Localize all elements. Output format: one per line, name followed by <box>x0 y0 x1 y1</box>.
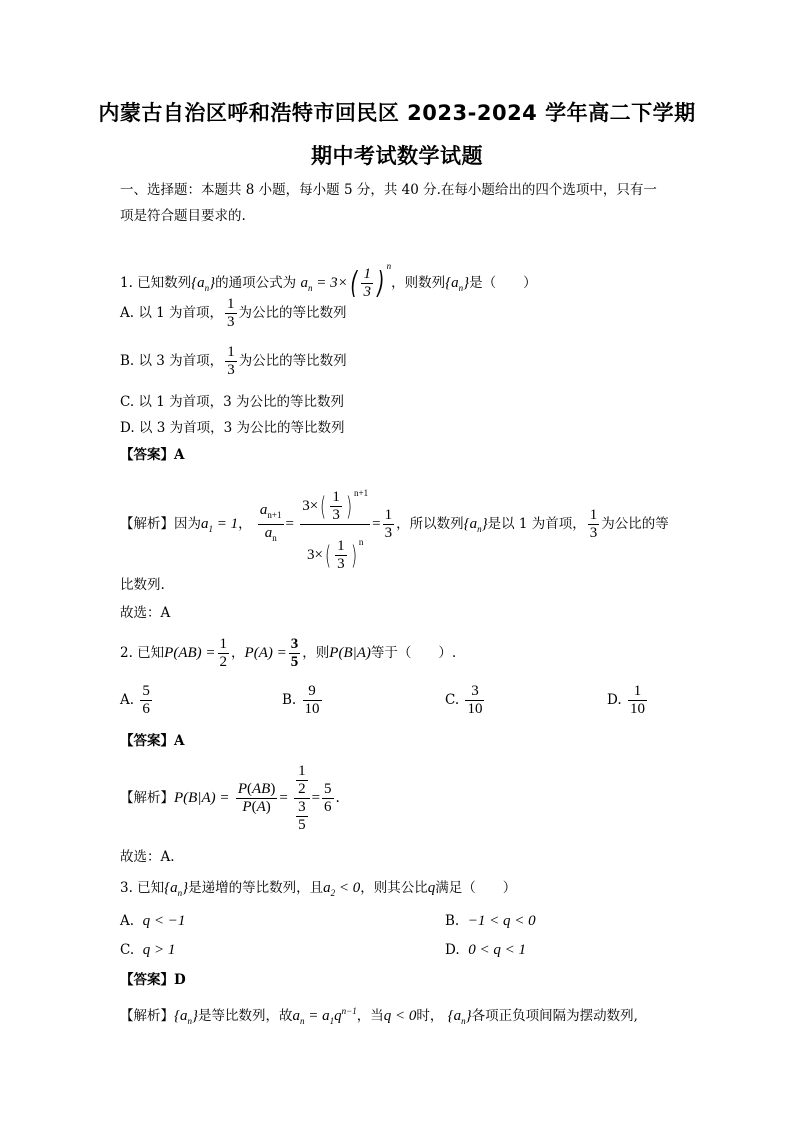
q3-option-b: B. −1 < q < 0 <box>445 913 536 929</box>
q2-option-d: D. $\frac{1}{10}$ <box>607 683 645 717</box>
q2-option-c: C. $\frac{3}{10}$ <box>445 683 483 717</box>
q3-stem: 3. 已知$\{a_n\}$是递增的等比数列，且$a_2 < 0$，则其公比q满足（ ） <box>120 880 517 898</box>
q3-answer: 【答案】D <box>120 972 186 988</box>
q1-mid: 的通项公式为 <box>215 275 297 291</box>
q1-analysis-line2: 比数列. <box>120 577 165 593</box>
q1-answer: 【答案】A <box>120 447 185 463</box>
q3-option-a: A. q < −1 <box>120 913 186 929</box>
q1-option-d: D. 以 3 为首项，3 为公比的等比数列 <box>120 420 345 436</box>
q1-option-a: A. 以 1 为首项， $\frac{1}{3}$ 为公比的等比数列 <box>120 296 347 330</box>
q2-analysis: 【解析】P(B|A) = $\frac{P(AB)}{P(A)}$ = $\frac{\frac{1}{2}}{\frac{3}{5}}$ = $\frac{5}{6}$ . <box>120 763 340 833</box>
section-instructions-2: 项是符合题目要求的. <box>120 208 246 224</box>
q1-prefix: 1. 已知数列 <box>120 275 192 291</box>
q1-stem: 1. 已知数列$\{a_n\}$的通项公式为 $a_n = 3\times$( $\frac{1}{3}$ ) $^n$，则数列$\{a_n\}$是（ ） <box>120 261 537 301</box>
q1-conclusion: 故选：A <box>120 605 171 621</box>
q1-formula: $a_n = 3\times$( $\frac{1}{3}$ ) $^n$ <box>300 261 392 301</box>
title-line-2: 期中考试数学试题 <box>311 144 483 168</box>
title-line-1: 内蒙古自治区呼和浩特市回民区 2023-2024 学年高二下学期 <box>98 101 696 125</box>
q2-conclusion: 故选：A. <box>120 849 175 865</box>
q2-stem: 2. 已知P(AB) = $\frac{1}{2}$ ，P(A) = $\frac{3}{5}$ ，则P(B|A)等于（ ）. <box>120 636 457 670</box>
q1-end: 是（ ） <box>469 275 537 291</box>
q1-option-b: B. 以 3 为首项， $\frac{1}{3}$ 为公比的等比数列 <box>120 344 347 378</box>
q1-option-c: C. 以 1 为首项，3 为公比的等比数列 <box>120 394 344 410</box>
seq-an: $\{a_n\}$ <box>191 275 216 293</box>
q3-analysis: 【解析】$\{a_n\}$是等比数列，故$a_n = a_1q^{n-1}$，当q < 0时， $\{a_n\}$各项正负项间隔为摆动数列, <box>120 1006 638 1026</box>
q1-analysis: 【解析】因为$a_1 = 1$， $\frac{a_{n+1}}{a_n}$ = 3×( $\frac{1}{3}$ ) $^{n+1}$ 3×( $\frac{1}{3}$ ) $^n$ = $\frac{1}{3}$ ，所以数列$\{a_n\}$是以 1 为首项， $\frac{1}{3}$ 为公比的等 <box>120 476 669 566</box>
q3-option-c: C. q > 1 <box>120 942 176 958</box>
q2-option-b: B. $\frac{9}{10}$ <box>282 683 320 717</box>
q3-option-d: D. 0 < q < 1 <box>445 942 526 958</box>
q1-suffix: ，则数列 <box>391 275 446 291</box>
section-instructions-1: 一、选择题：本题共 8 小题，每小题 5 分，共 40 分.在每小题给出的四个选项中，只有一 <box>120 182 657 198</box>
q1-big-fraction: 3×( $\frac{1}{3}$ ) $^{n+1}$ 3×( $\frac{1}{3}$ ) $^n$ <box>300 476 370 573</box>
q2-option-a: A. $\frac{5}{6}$ <box>120 683 150 717</box>
q1-ratio-fraction: $\frac{a_{n+1}}{a_n}$ <box>259 502 282 544</box>
q2-answer: 【答案】A <box>120 733 185 749</box>
